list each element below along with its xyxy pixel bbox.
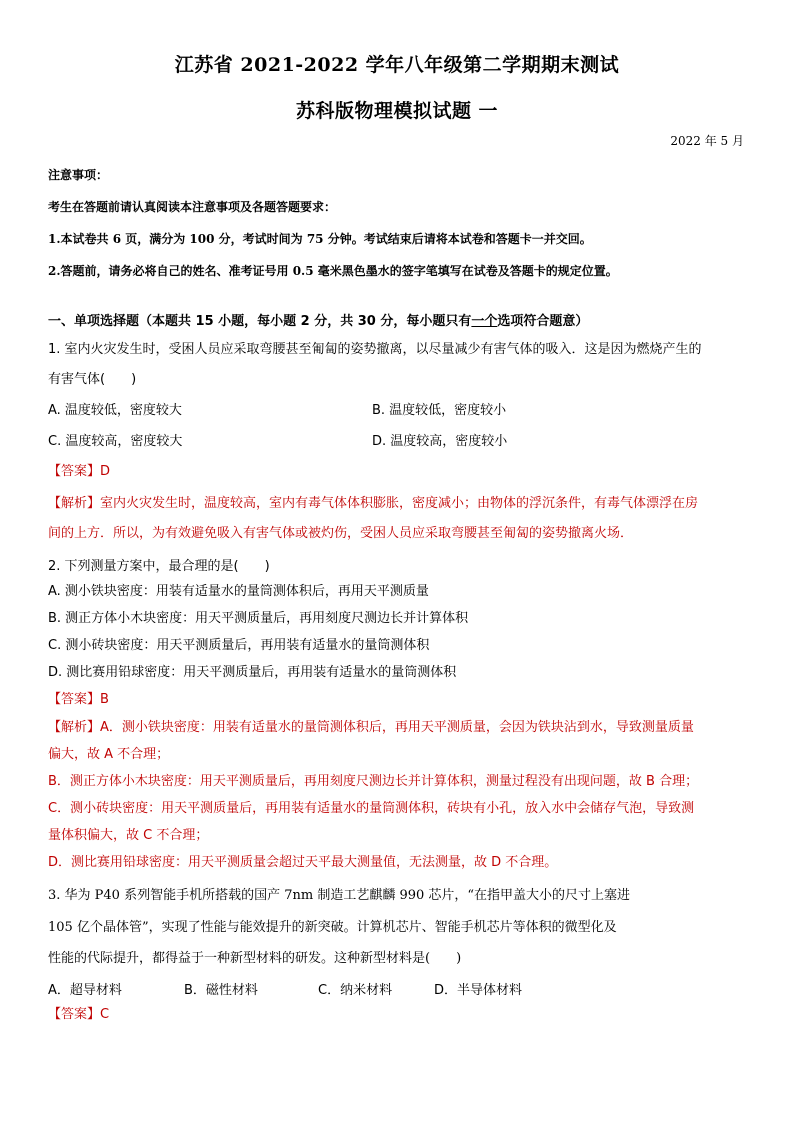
q2-option-b: B. 测正方体小木块密度：用天平测质量后，再用刻度尺测边长并计算体积: [48, 611, 469, 626]
q3-answer: 【答案】C: [48, 1007, 110, 1022]
section-heading-underlined: 一个: [471, 314, 498, 329]
q1-analysis-tag: 【解析】: [48, 496, 101, 511]
q2-answer: 【答案】B: [48, 692, 109, 707]
q2-analysis-c-line1: C．测小砖块密度：用天平测质量后，再用装有适量水的量筒测体积，砖块有小孔，放入水中会储存气泡，导致测: [48, 801, 695, 816]
section-heading: [48, 310, 748, 329]
exam-title: 江苏省 2021-2022 学年八年级第二学期期末测试: [174, 54, 620, 76]
q1-analysis-text1: 室内火灾发生时，温度较高，室内有毒气体体积膨胀，密度减小；由物体的浮沉条件，有毒气体漂浮在房: [100, 496, 699, 511]
q1-analysis-line1: [48, 492, 748, 511]
q2-analysis-tag: 【解析】: [48, 720, 101, 735]
q1-option-d: D. 温度较高，密度较小: [372, 434, 508, 449]
section-heading-b: 选项符合题意）: [497, 314, 589, 329]
section-heading-a: 一、单项选择题（本题共 15 小题，每小题 2 分，共 30 分，每小题只有: [48, 314, 472, 329]
q2-analysis-c-line2: 量体积偏大，故 C 不合理；: [48, 828, 209, 843]
q2-stem: 2. 下列测量方案中，最合理的是( ): [48, 559, 270, 574]
q3-stem-line1: 3. 华为 P40 系列智能手机所搭载的国产 7nm 制造工艺麒麟 990 芯片，“在指甲盖大小的尺寸上塞进: [48, 888, 631, 903]
q1-stem-line2: 有害气体( ): [48, 372, 137, 387]
q2-analysis-d: D．测比赛用铅球密度：用天平测质量会超过天平最大测量值，无法测量，故 D 不合理。: [48, 855, 558, 870]
q1-option-c: C. 温度较高，密度较大: [48, 434, 183, 449]
q3-stem-line3: 性能的代际提升，都得益于一种新型材料的研发。这种新型材料是( ): [48, 951, 462, 966]
notice-item-1: 1.本试卷共 6 页，满分为 100 分，考试时间为 75 分钟。考试结束后请将本试卷和答题卡一并交回。: [48, 232, 592, 246]
notice-item-2: 2.答题前，请务必将自己的姓名、准考证号用 0.5 毫米黑色墨水的签字笔填写在试卷及答题卡的规定位置。: [48, 264, 618, 278]
q2-analysis-a-text: A．测小铁块密度：用装有适量水的量筒测体积后，再用天平测质量，会因为铁块沾到水，导致测量质量: [100, 720, 694, 735]
q3-option-a: A．超导材料: [48, 983, 122, 998]
q3-stem-line2: 105 亿个晶体管”，实现了性能与能效提升的新突破。计算机芯片、智能手机芯片等体积的微型化及: [48, 920, 617, 935]
q2-analysis-b: B．测正方体小木块密度：用天平测质量后，再用刻度尺测边长并计算体积，测量过程没有出现问题，故 B 合理；: [48, 774, 699, 789]
q1-option-a: A. 温度较低，密度较大: [48, 403, 182, 418]
q3-option-d: D．半导体材料: [434, 983, 523, 998]
q2-analysis-a-line1: [48, 716, 748, 735]
q3-option-b: B．磁性材料: [184, 983, 258, 998]
q2-analysis-a-line2: 偏大，故 A 不合理；: [48, 747, 170, 762]
q1-analysis-line2: 间的上方．所以，为有效避免吸入有害气体或被灼伤，受困人员应采取弯腰甚至匍匐的姿势撤离火场．: [48, 526, 634, 541]
notice-heading: 注意事项：: [48, 168, 109, 182]
q1-answer: 【答案】D: [48, 464, 111, 479]
notice-intro: 考生在答题前请认真阅读本注意事项及各题答题要求：: [48, 200, 337, 214]
q1-option-b: B. 温度较低，密度较小: [372, 403, 507, 418]
q2-option-d: D. 测比赛用铅球密度：用天平测质量后，再用装有适量水的量筒测体积: [48, 665, 457, 680]
q2-option-a: A. 测小铁块密度：用装有适量水的量筒测体积后，再用天平测质量: [48, 584, 429, 599]
q1-stem-line1: 1. 室内火灾发生时，受困人员应采取弯腰甚至匍匐的姿势撤离，以尽量减少有害气体的吸入．这是因为燃烧产生的: [48, 342, 702, 357]
q3-option-c: C．纳米材料: [318, 983, 393, 998]
q2-option-c: C. 测小砖块密度：用天平测质量后，再用装有适量水的量筒测体积: [48, 638, 430, 653]
exam-subtitle: 苏科版物理模拟试题 一: [295, 100, 499, 122]
exam-date: 2022 年 5 月: [670, 134, 744, 148]
